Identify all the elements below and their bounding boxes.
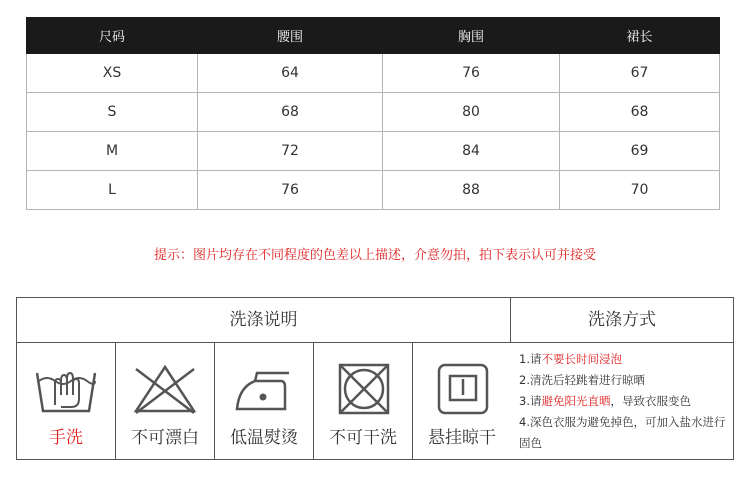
table-row xyxy=(27,93,720,132)
cell-size: L xyxy=(27,171,198,210)
cell-size: XS xyxy=(27,54,198,93)
header-bust: 胸围 xyxy=(383,18,560,54)
care-item-label: 不可干洗 xyxy=(329,428,397,448)
cell-length: 69 xyxy=(560,132,720,171)
cell-length: 70 xyxy=(560,171,720,210)
table-row xyxy=(27,132,720,171)
instruction-4: 4.深色衣服为避免掉色，可加入盐水进行固色 xyxy=(519,415,726,450)
care-item-hang-dry xyxy=(413,343,511,459)
hang-dry-icon xyxy=(427,361,497,417)
care-item-label: 不可漂白 xyxy=(131,428,199,448)
color-notice: 提示：图片均存在不同程度的色差以上描述，介意勿拍，拍下表示认可并接受 xyxy=(153,248,596,263)
care-item-label: 悬挂晾干 xyxy=(428,428,496,448)
cell-size: S xyxy=(27,93,198,132)
header-skirt-length: 裙长 xyxy=(560,18,720,54)
hand-wash-icon xyxy=(31,361,101,417)
table-row xyxy=(27,54,720,93)
care-item-low-iron xyxy=(215,343,314,459)
cell-bust: 80 xyxy=(383,93,560,132)
header-size: 尺码 xyxy=(27,18,198,54)
cell-waist: 72 xyxy=(198,132,383,171)
cell-length: 68 xyxy=(560,93,720,132)
care-item-label: 低温熨烫 xyxy=(230,428,298,448)
instruction-2: 2.清洗后轻跳着进行晾晒 xyxy=(519,373,645,387)
no-dry-clean-icon xyxy=(328,361,398,417)
low-iron-icon xyxy=(229,361,299,417)
cell-waist: 64 xyxy=(198,54,383,93)
table-row xyxy=(27,171,720,210)
care-instructions xyxy=(511,343,733,459)
care-item-hand-wash xyxy=(17,343,116,459)
care-item-no-bleach xyxy=(116,343,215,459)
care-left-title: 洗涤说明 xyxy=(17,298,511,343)
cell-length: 67 xyxy=(560,54,720,93)
cell-bust: 88 xyxy=(383,171,560,210)
instruction-3: 3.请避免阳光直晒，导致衣服变色 xyxy=(519,394,691,408)
care-item-label: 手洗 xyxy=(49,428,83,448)
instruction-1: 1.请不要长时间浸泡 xyxy=(519,352,622,366)
cell-bust: 76 xyxy=(383,54,560,93)
cell-bust: 84 xyxy=(383,132,560,171)
no-bleach-icon xyxy=(130,361,200,417)
cell-waist: 76 xyxy=(198,171,383,210)
care-item-no-dry-clean xyxy=(314,343,413,459)
cell-waist: 68 xyxy=(198,93,383,132)
cell-size: M xyxy=(27,132,198,171)
size-table-header xyxy=(27,18,720,54)
care-right-title: 洗涤方式 xyxy=(511,298,733,343)
header-waist: 腰围 xyxy=(198,18,383,54)
size-table xyxy=(26,17,720,210)
care-section xyxy=(16,297,734,460)
